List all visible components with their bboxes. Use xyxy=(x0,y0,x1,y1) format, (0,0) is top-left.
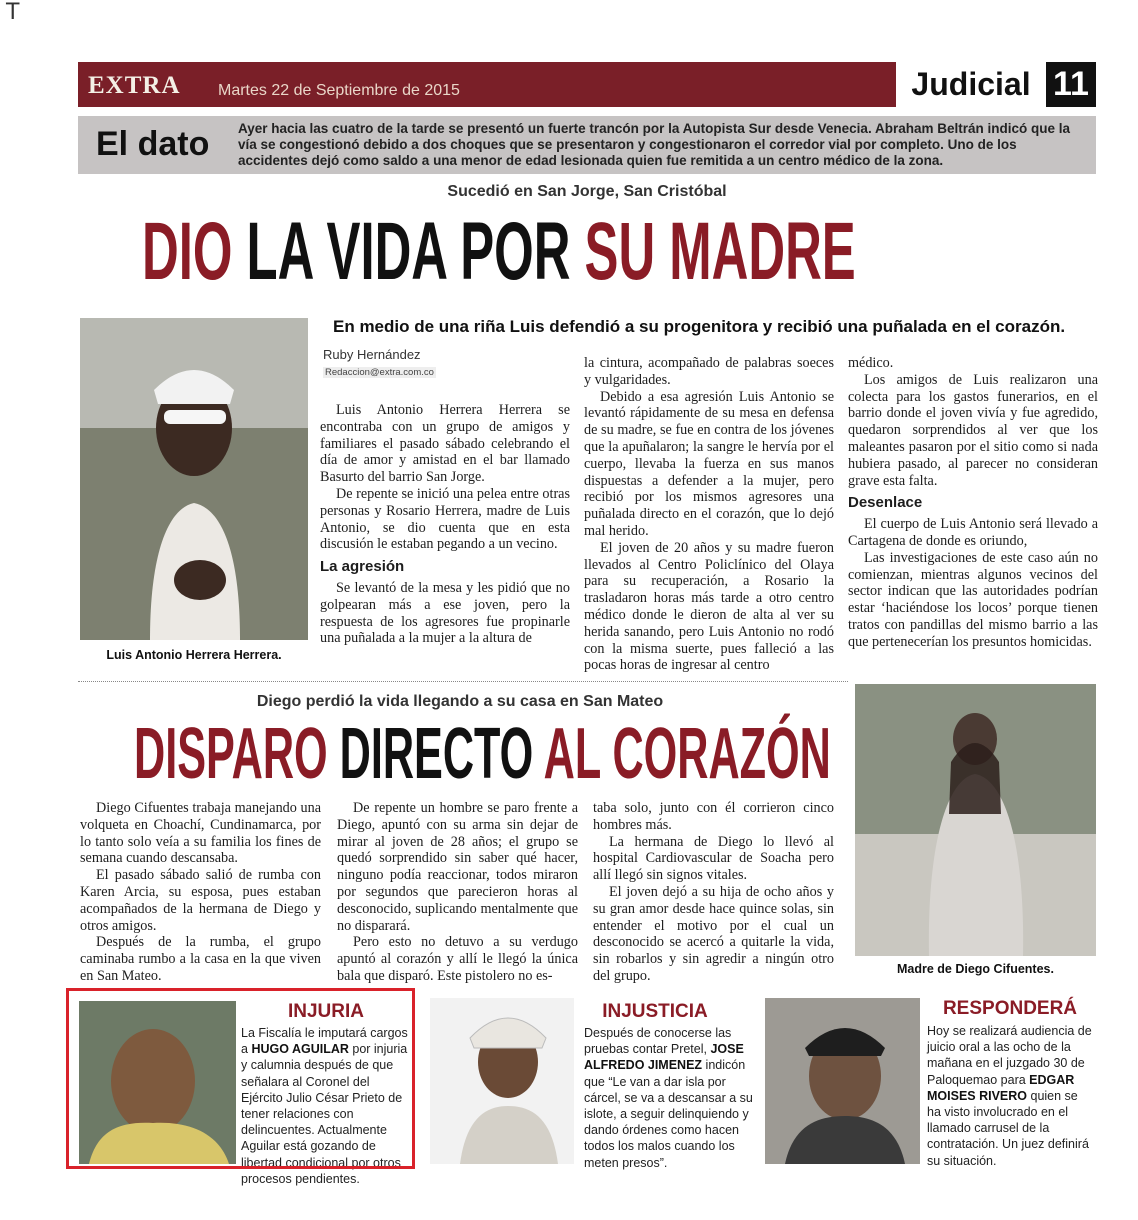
issue-date: Martes 22 de Septiembre de 2015 xyxy=(218,82,460,99)
photo-caption: Madre de Diego Cifuentes. xyxy=(897,962,1054,976)
story1-column-2 xyxy=(584,355,834,674)
paragraph: La hermana de Diego lo llevó al hospital Cardiovascular de Soacha pero allí llegó sin signos vitales. xyxy=(593,833,834,884)
paragraph: Las investigaciones de este caso aún no comienzan, mientras algunos vecinos del sector indican que las autoridades podrían estar ‘haciéndose los locos’ porque tienen tratos con pandillas del mismo barrio a las que pertenecerían los presuntos homicidas. xyxy=(848,549,1098,650)
box-title: INJURIA xyxy=(287,1001,364,1022)
story1-column-1 xyxy=(320,402,570,647)
section-divider xyxy=(78,681,848,682)
story1-subhead: En medio de una riña Luis defendió a su progenitora y recibió una puñalada en el corazón. xyxy=(333,317,1066,336)
box-text xyxy=(584,1025,754,1171)
paragraph: Después de la rumba, el grupo caminaba rumbo a la casa en la que viven en San Mateo. xyxy=(80,934,321,984)
paragraph: Luis Antonio Herrera Herrera se encontraba con un grupo de amigos y familiares el pasado sábado celebrando el día de amor y amistad en el bar llamado Basurto del barrio San Jorge. xyxy=(320,402,570,486)
box-title: RESPONDERÁ xyxy=(942,998,1078,1019)
text-run: quien se ha visto involucrado en el llamado carrusel de la contratación. Un juez definirá su situación. xyxy=(927,1088,1089,1168)
headline-word: AL CORAZÓN xyxy=(543,714,831,794)
paragraph: El joven de 20 años y su madre fueron llevados al Centro Policlínico del Olaya para su recuperación, a Rosario la trasladaron horas más tarde a otro centro médico donde le dieron de alta al ver su herida sanando, pero Luis Antonio no rodó con la misma suerte, pues falleció a las pocas horas de ingresar al centro xyxy=(584,539,834,674)
box-text xyxy=(927,1023,1092,1169)
story1-column-3 xyxy=(848,355,1098,651)
jose-alfredo-jimenez-photo xyxy=(430,998,574,1164)
person-name: HUGO AGUILAR xyxy=(251,1042,349,1057)
edgar-moises-rivero-photo xyxy=(765,998,920,1164)
luis-antonio-photo xyxy=(80,318,308,640)
text-run: La Fiscalía le imputará cargos a xyxy=(241,1026,408,1057)
story1-headline xyxy=(142,204,856,300)
highlight-frame xyxy=(66,988,415,1169)
text-run: Hoy se realizará audiencia de juicio oral a las ocho de la mañana en el juzgado 30 de Paloquemao para xyxy=(927,1024,1092,1087)
headline-word: DISPARO xyxy=(134,714,328,794)
byline-email: Redaccion@extra.com.co xyxy=(325,367,434,378)
dato-text: Ayer hacia las cuatro de la tarde se presentó un fuerte trancón por la Autopista Sur desde Venecia. Abraham Beltrán indicó que la vía se congestionó debido a dos choques que se presentaron y congestionaron el corredor vial por completo. Uno de los accidentes dejó como saldo a una menor de edad lesionada quien fue remitida a un centro médico de la zona. xyxy=(238,121,1070,168)
headline-word: SU MADRE xyxy=(584,206,856,297)
page-number: 11 xyxy=(1046,62,1096,107)
headline-word: LA VIDA POR xyxy=(246,206,571,297)
text-run: Después de conocerse las pruebas contar Pretel, xyxy=(584,1026,732,1057)
story1-kicker: Sucedió en San Jorge, San Cristóbal xyxy=(447,183,727,200)
story2-kicker: Diego perdió la vida llegando a su casa en San Mateo xyxy=(256,693,664,710)
story2-column-2 xyxy=(337,800,578,985)
box-title: INJUSTICIA xyxy=(602,1001,708,1022)
section-name: Judicial xyxy=(896,62,1046,107)
person-name: EDGAR MOISES RIVERO xyxy=(927,1072,1075,1103)
paragraph: Pero esto no detuvo a su verdugo apuntó al corazón y allí le llegó la única bala que disparó. Este pistolero no es- xyxy=(337,934,578,984)
story2-headline xyxy=(134,712,831,796)
paragraph: Se levantó de la mesa y les pidió que no golpearan más a ese joven, pero la respuesta de los agresores fue propinarle una puñalada a la mujer a la altura de xyxy=(320,579,570,647)
paragraph: Los amigos de Luis realizaron una colecta para los gastos funerarios, en el barrio donde el joven vivía y fue agredido, quedaron sorprendidos al ver que los maleantes pasaron por el sitio como si nada hubiera pasado, al parecer no consideran grave esta falta. xyxy=(848,371,1098,489)
person-name: JOSE ALFREDO JIMENEZ xyxy=(584,1042,744,1073)
paragraph: taba solo, junto con él corrieron cinco hombres más. xyxy=(593,800,834,833)
photo-caption: Luis Antonio Herrera Herrera. xyxy=(106,648,282,662)
paragraph: El joven dejó a su hija de ocho años y su gran amor desde hace quince solas, sin entender el motivo por el cual un desconocido se acercó a quitarle la vida, sin robarlos y sin agredir a ningún otro del grupo. xyxy=(593,883,834,984)
story2-column-3 xyxy=(593,800,834,985)
paragraph: médico. xyxy=(848,355,894,371)
paragraph: Debido a esa agresión Luis Antonio se levantó rápidamente de su mesa en defensa de su madre, se fue en contra de los jóvenes que la apuñalaron; la sangre le hervía por el cuerpo, llevaba la fuerza en sus manos dispuestas a defender a la mujer, pero recibió por los mismos agresores una puñalada directo en el corazón, que lo dejó mal herido. xyxy=(584,388,834,539)
headline-word: DIRECTO xyxy=(339,714,534,794)
headline-word: DIO xyxy=(142,206,233,297)
subheading: Desenlace xyxy=(848,494,923,512)
paragraph: De repente se inició una pelea entre otras personas y Rosario Herrera, madre de Luis Antonio, se dio cuenta que en esta discusión le estaban pegando a un vecino. xyxy=(320,485,570,553)
paragraph: El cuerpo de Luis Antonio será llevado a Cartagena de donde es oriundo, xyxy=(848,516,1098,549)
text-run: por injuria y calumnia después de que señalara al Coronel del Ejército Julio César Prieto de tener relaciones con delincuentes. Actualmente Aguilar está gozando de libertad condicional por otros procesos pendientes. xyxy=(241,1042,408,1186)
paragraph: la cintura, acompañado de palabras soeces y vulgaridades. xyxy=(584,355,834,388)
dato-label: El dato xyxy=(96,125,210,163)
diego-mother-photo xyxy=(855,684,1096,956)
paragraph: El pasado sábado salió de rumba con Karen Arcia, su esposa, pues estaban acompañados de la hermana de Diego y otros amigos. xyxy=(80,867,321,934)
paragraph: De repente un hombre se paro frente a Diego, apuntó con su arma sin dejar de mirar al joven de 28 años; el grupo se quedó sorprendido sin saber qué hacer, ninguno podía reaccionar, todos miraron por segundos que parecieron horas al desconocido, suplicando mentalmente que no disparará. xyxy=(337,800,578,934)
subheading: La agresión xyxy=(320,558,405,576)
newspaper-logo: EXTRA xyxy=(88,72,181,99)
story2-column-1 xyxy=(80,800,321,985)
byline-author: Ruby Hernández xyxy=(323,347,421,362)
corner-crop-mark: T xyxy=(6,0,20,25)
text-run: indicón que “Le van a dar isla por cárcel, se va a descansar a su islote, a seguir delinquiendo y dando órdenes como hacen todos los malos cuando los meten presos”. xyxy=(584,1058,753,1170)
paragraph: Diego Cifuentes trabaja manejando una volqueta en Choachí, Cundinamarca, por lo tanto solo veía a su familia los fines de semana cuando descansaba. xyxy=(80,800,321,867)
